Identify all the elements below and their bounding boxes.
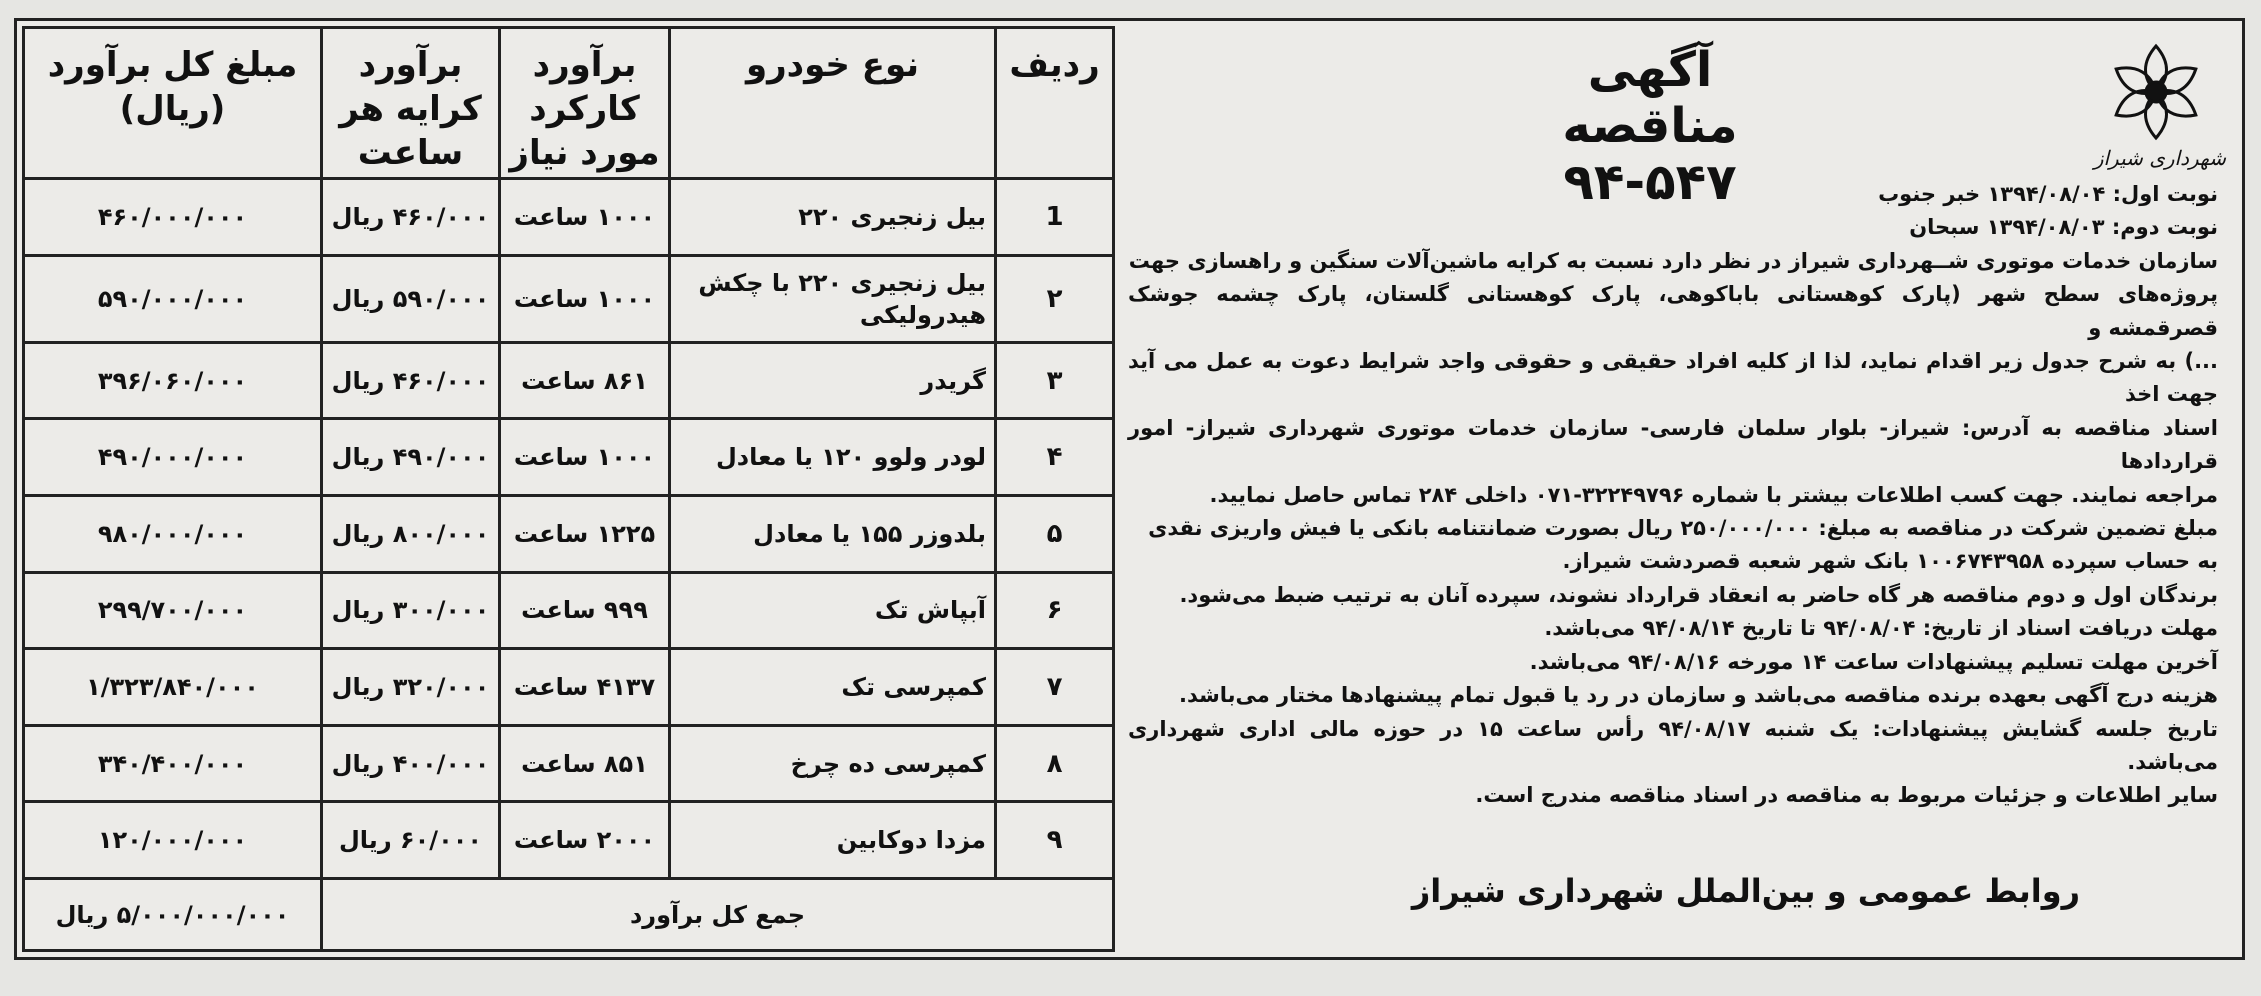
cell-total-estimate: ۲۹۹/۷۰۰/۰۰۰ xyxy=(24,572,322,649)
cell-total-estimate: ۹۸۰/۰۰۰/۰۰۰ xyxy=(24,496,322,573)
header-hourly-rate: برآورد کرایه هر ساعت xyxy=(322,28,500,179)
estimate-table xyxy=(22,26,1115,952)
cell-total-estimate: ۴۶۰/۰۰۰/۰۰۰ xyxy=(24,179,322,256)
cell-vehicle-type: بیل زنجیری ۲۲۰ xyxy=(670,179,996,256)
table-row xyxy=(24,725,1114,802)
cell-required-hours: ۹۹۹ ساعت xyxy=(500,572,670,649)
cell-total-estimate: ۳۴۰/۴۰۰/۰۰۰ xyxy=(24,725,322,802)
notice-line: نوبت دوم: ۱۳۹۴/۰۸/۰۳ سبحان xyxy=(1909,215,2218,240)
cell-required-hours: ۱۰۰۰ ساعت xyxy=(500,179,670,256)
notice-line: سایر اطلاعات و جزئیات مربوط به مناقصه در اسناد مناقصه مندرج است. xyxy=(1475,783,2218,808)
cell-hourly-rate: ۶۰/۰۰۰ ریال xyxy=(322,802,500,879)
cell-vehicle-type: لودر ولوو ۱۲۰ یا معادل xyxy=(670,419,996,496)
cell-required-hours: ۸۵۱ ساعت xyxy=(500,725,670,802)
cell-hourly-rate: ۴۶۰/۰۰۰ ریال xyxy=(322,179,500,256)
header-vehicle-type: نوع خودرو xyxy=(670,28,996,179)
cell-vehicle-type: بلدوزر ۱۵۵ یا معادل xyxy=(670,496,996,573)
notice-line: به حساب سپرده ۱۰۰۶۷۴۳۹۵۸ بانک شهر شعبه قصردشت شیراز. xyxy=(1562,549,2218,574)
notice-line: هزینه درج آگهی بعهده برنده مناقصه می‌باشد و سازمان در رد یا قبول تمام پیشنهادها مختار می‌باشد. xyxy=(1178,683,2218,708)
notice-line: ...) به شرح جدول زیر اقدام نماید، لذا از کلیه افراد حقیقی و حقوقی واجد شرایط دعوت به عمل می آید جهت اخذ xyxy=(1128,349,2218,407)
cell-hourly-rate: ۴۰۰/۰۰۰ ریال xyxy=(322,725,500,802)
header-required-hours: برآورد کارکرد مورد نیاز xyxy=(500,28,670,179)
cell-vehicle-type: کمپرسی تک xyxy=(670,649,996,726)
cell-vehicle-type: بیل زنجیری ۲۲۰ با چکش هیدرولیکی xyxy=(670,255,996,342)
cell-hourly-rate: ۴۹۰/۰۰۰ ریال xyxy=(322,419,500,496)
cell-hourly-rate: ۵۹۰/۰۰۰ ریال xyxy=(322,255,500,342)
notice-number: ۹۴-۵۴۷ xyxy=(1563,153,1737,211)
tender-notice xyxy=(1130,26,2230,952)
cell-row-number: ۶ xyxy=(996,572,1114,649)
notice-line: مبلغ تضمین شرکت در مناقصه به مبلغ: ۲۵۰/۰۰۰/۰۰۰ ریال بصورت ضمانتنامه بانکی یا فیش واریزی نقدی xyxy=(1148,516,2218,541)
cell-vehicle-type: گریدر xyxy=(670,342,996,419)
notice-line: آخرین مهلت تسلیم پیشنهادات ساعت ۱۴ مورخه ۹۴/۰۸/۱۶ می‌باشد. xyxy=(1529,649,2218,674)
cell-required-hours: ۱۲۲۵ ساعت xyxy=(500,496,670,573)
cell-row-number: 1 xyxy=(996,179,1114,256)
table-row xyxy=(24,179,1114,256)
cell-vehicle-type: مزدا دوکابین xyxy=(670,802,996,879)
cell-hourly-rate: ۸۰۰/۰۰۰ ریال xyxy=(322,496,500,573)
notice-footer: روابط عمومی و بین‌الملل شهرداری شیراز xyxy=(1411,872,2080,910)
cell-row-number: ۵ xyxy=(996,496,1114,573)
cell-hourly-rate: ۳۰۰/۰۰۰ ریال xyxy=(322,572,500,649)
sum-value: ۵/۰۰۰/۰۰۰/۰۰۰ ریال xyxy=(24,879,322,951)
cell-total-estimate: ۵۹۰/۰۰۰/۰۰۰ xyxy=(24,255,322,342)
logo-caption: شهرداری شیراز xyxy=(2093,146,2226,170)
notice-body xyxy=(1128,178,2218,813)
notice-line: مهلت دریافت اسناد از تاریخ: ۹۴/۰۸/۰۴ تا تاریخ ۹۴/۰۸/۱۴ می‌باشد. xyxy=(1544,616,2218,641)
notice-title: آگهی مناقصه xyxy=(1562,42,1738,154)
notice-line: نوبت اول: ۱۳۹۴/۰۸/۰۴ خبر جنوب xyxy=(1878,182,2218,206)
cell-row-number: ۲ xyxy=(996,255,1114,342)
cell-row-number: ۸ xyxy=(996,725,1114,802)
table-row xyxy=(24,255,1114,342)
cell-required-hours: ۴۱۳۷ ساعت xyxy=(500,649,670,726)
cell-hourly-rate: ۴۶۰/۰۰۰ ریال xyxy=(322,342,500,419)
notice-line: تاریخ جلسه گشایش پیشنهادات: یک شنبه ۹۴/۰۸/۱۷ رأس ساعت ۱۵ در حوزه مالی اداری شهرداری می‌باشد. xyxy=(1128,716,2218,774)
notice-line: مراجعه نمایند. جهت کسب اطلاعات بیشتر با شماره ۳۲۲۴۹۷۹۶-۰۷۱ داخلی ۲۸۴ تماس حاصل نمایید. xyxy=(1209,482,2218,507)
notice-line: سازمان خدمات موتوری شــهرداری شیراز در نظر دارد نسبت به کرایه ماشین‌آلات سنگین و راهسازی جهت xyxy=(1128,248,2218,273)
header-row-number: ردیف xyxy=(996,28,1114,179)
cell-total-estimate: ۱/۳۲۳/۸۴۰/۰۰۰ xyxy=(24,649,322,726)
cell-vehicle-type: کمپرسی ده چرخ xyxy=(670,725,996,802)
table-row xyxy=(24,419,1114,496)
cell-row-number: ۷ xyxy=(996,649,1114,726)
cell-hourly-rate: ۳۲۰/۰۰۰ ریال xyxy=(322,649,500,726)
table-header-row xyxy=(24,28,1114,179)
cell-required-hours: ۱۰۰۰ ساعت xyxy=(500,419,670,496)
cell-row-number: ۳ xyxy=(996,342,1114,419)
cell-required-hours: ۱۰۰۰ ساعت xyxy=(500,255,670,342)
header-total-estimate: مبلغ کل برآورد (ریال) xyxy=(24,28,322,179)
cell-row-number: ۴ xyxy=(996,419,1114,496)
table-row xyxy=(24,649,1114,726)
cell-row-number: ۹ xyxy=(996,802,1114,879)
cell-required-hours: ۲۰۰۰ ساعت xyxy=(500,802,670,879)
notice-line: اسناد مناقصه به آدرس: شیراز- بلوار سلمان فارسی- سازمان خدمات موتوری شهرداری شیراز- امور قراردادها xyxy=(1128,415,2218,474)
notice-line: برندگان اول و دوم مناقصه هر گاه حاضر به انعقاد قرارداد نشوند، سپرده آنان به ترتیب ضبط می‌شود. xyxy=(1179,582,2218,607)
sum-label: جمع کل برآورد xyxy=(322,879,1114,951)
table-sum-row xyxy=(24,879,1114,951)
table-row xyxy=(24,496,1114,573)
table-row xyxy=(24,572,1114,649)
cell-total-estimate: ۳۹۶/۰۶۰/۰۰۰ xyxy=(24,342,322,419)
table-row xyxy=(24,342,1114,419)
table-row xyxy=(24,802,1114,879)
cell-required-hours: ۸۶۱ ساعت xyxy=(500,342,670,419)
cell-total-estimate: ۱۲۰/۰۰۰/۰۰۰ xyxy=(24,802,322,879)
notice-line: پروژه‌های سطح شهر (پارک کوهستانی باباکوهی، پارک کوهستانی گلستان، پارک چشمه جوشک قصرقمشه و xyxy=(1128,282,2218,340)
cell-total-estimate: ۴۹۰/۰۰۰/۰۰۰ xyxy=(24,419,322,496)
cell-vehicle-type: آبپاش تک xyxy=(670,572,996,649)
